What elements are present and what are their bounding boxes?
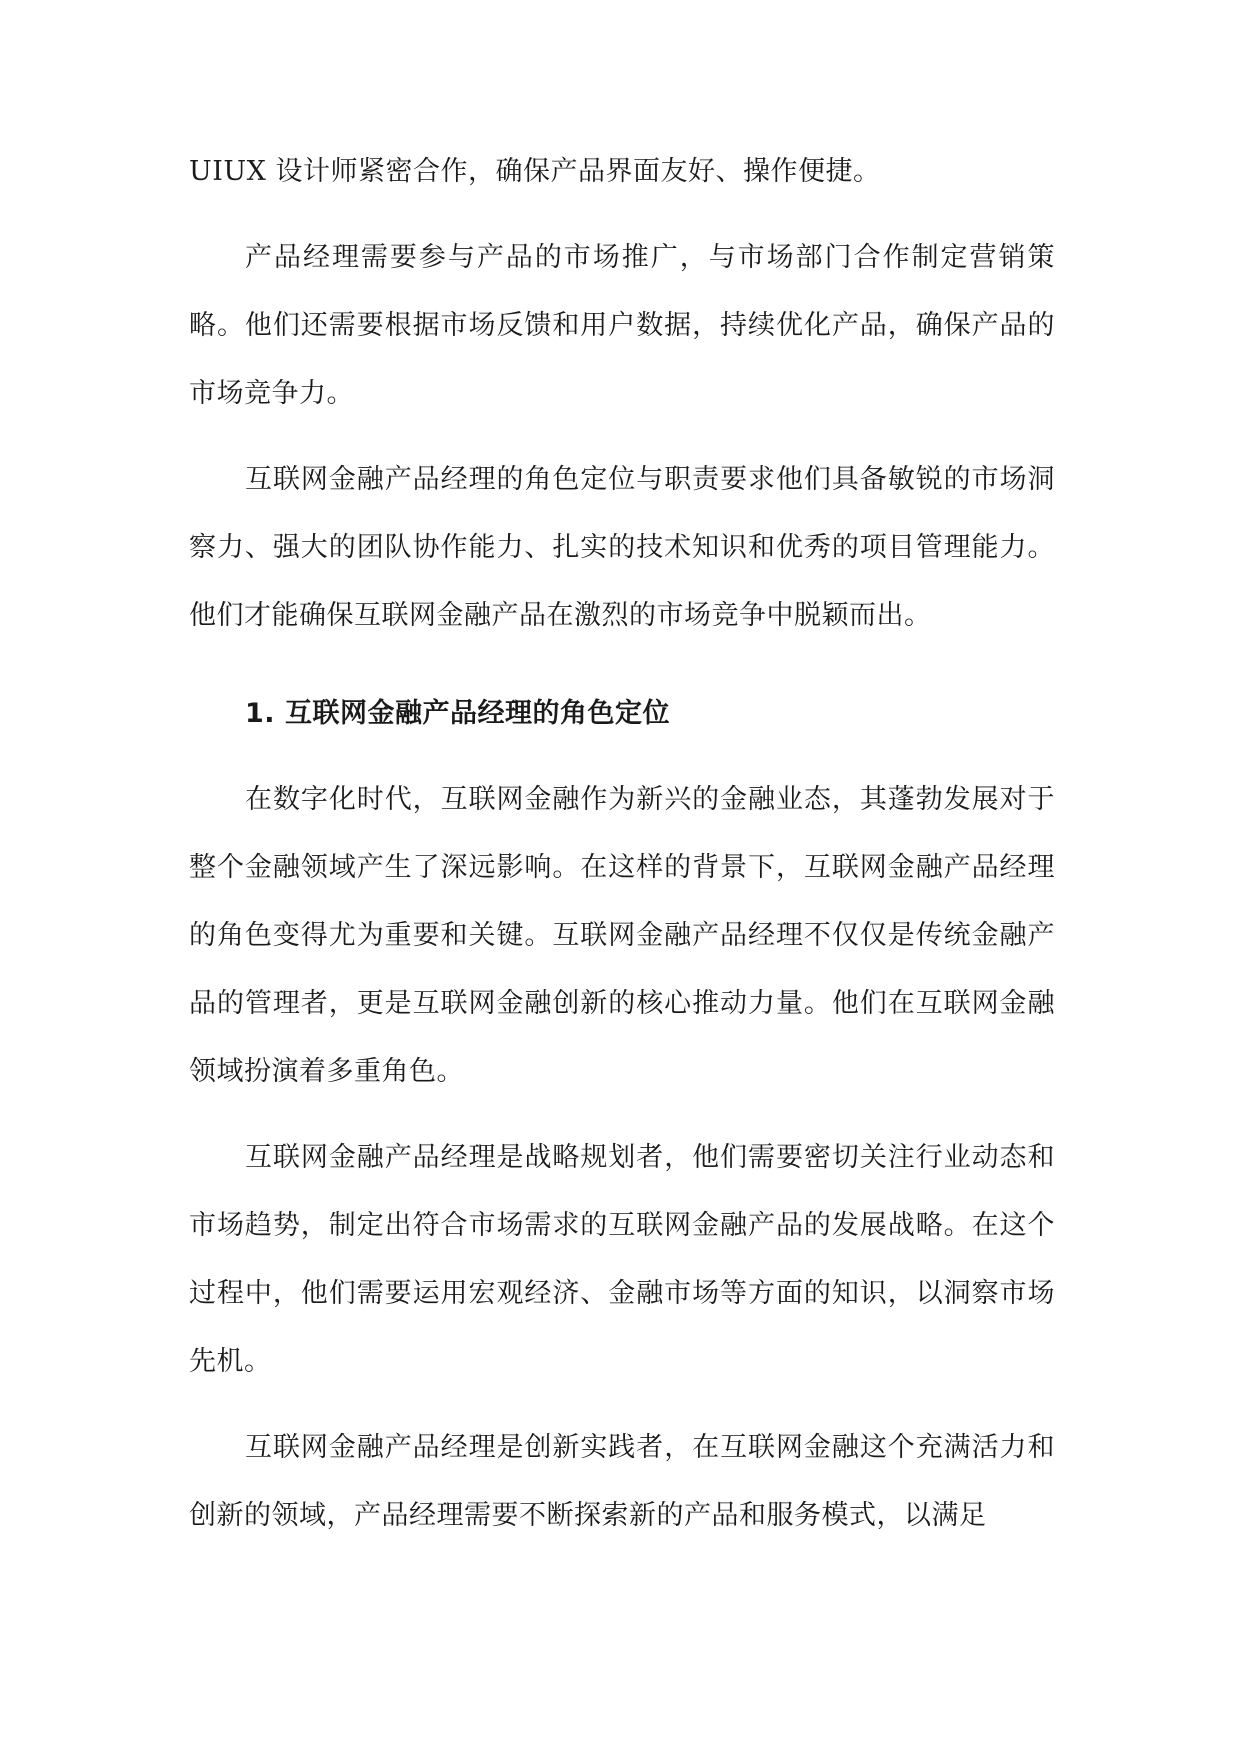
paragraph-strategy-planner: 互联网金融产品经理是战略规划者，他们需要密切关注行业动态和市场趋势，制定出符合市场需求的互联网金融产品的发展战略。在这个过程中，他们需要运用宏观经济、金融市场等方面的知识，以洞察市场先机。 — [189, 1142, 1055, 1377]
paragraph-role-summary: 互联网金融产品经理的角色定位与职责要求他们具备敏锐的市场洞察力、强大的团队协作能力、扎实的技术知识和优秀的项目管理能力。他们才能确保互联网金融产品在激烈的市场竞争中脱颖而出。 — [189, 464, 1055, 631]
paragraph-marketing: 产品经理需要参与产品的市场推广，与市场部门合作制定营销策略。他们还需要根据市场反馈和用户数据，持续优化产品，确保产品的市场竞争力。 — [189, 242, 1055, 409]
paragraph-continuation: UIUX 设计师紧密合作，确保产品界面友好、操作便捷。 — [189, 156, 881, 187]
paragraph-digital-era: 在数字化时代，互联网金融作为新兴的金融业态，其蓬勃发展对于整个金融领域产生了深远影响。在这样的背景下，互联网金融产品经理的角色变得尤为重要和关键。互联网金融产品经理不仅仅是传统金融产品的管理者，更是互联网金融创新的核心推动力量。他们在互联网金融领域扮演着多重角色。 — [189, 784, 1055, 1087]
section-heading: 1. 互联网金融产品经理的角色定位 — [245, 698, 670, 729]
document-body — [189, 138, 1055, 1568]
paragraph-innovation-practitioner: 互联网金融产品经理是创新实践者，在互联网金融这个充满活力和创新的领域，产品经理需要不断探索新的产品和服务模式，以满足 — [189, 1432, 1055, 1531]
